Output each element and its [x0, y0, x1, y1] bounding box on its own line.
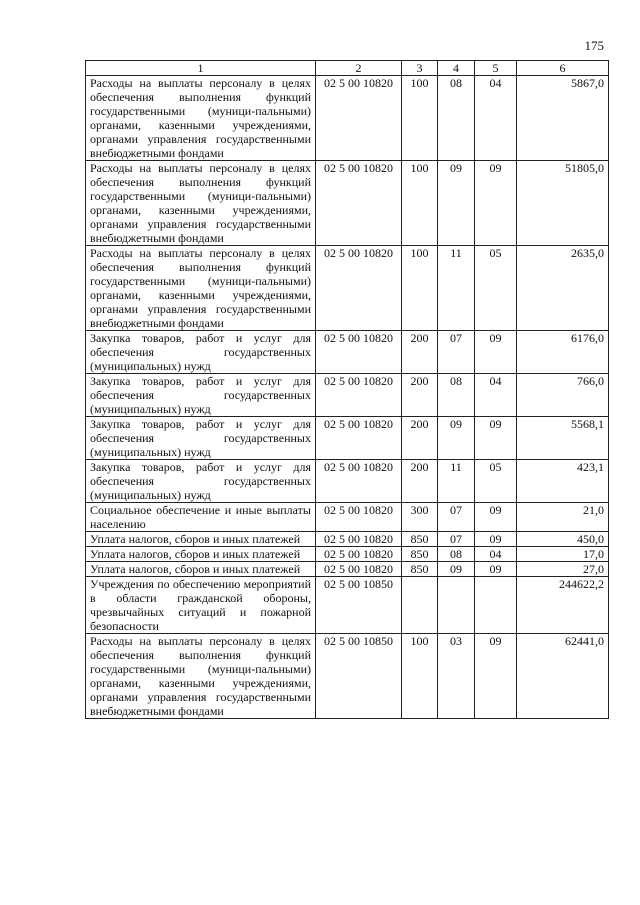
subsection-cell: 09 [475, 331, 517, 374]
amount-cell: 17,0 [517, 547, 609, 562]
section-cell: 07 [438, 532, 475, 547]
header-cell-3: 3 [402, 61, 438, 76]
section-cell: 08 [438, 374, 475, 417]
expense-name-cell: Расходы на выплаты персоналу в целях обеспечения выполнения функций государственными (муници-пальными) органами, казенными учреждениями, органами управления государственными внебюджетными фондами [86, 161, 316, 246]
expense-type-cell: 100 [402, 246, 438, 331]
section-cell: 08 [438, 547, 475, 562]
header-row [86, 61, 609, 76]
amount-cell: 62441,0 [517, 634, 609, 719]
target-code-cell: 02 5 00 10820 [316, 503, 402, 532]
target-code-cell: 02 5 00 10820 [316, 374, 402, 417]
subsection-cell: 04 [475, 547, 517, 562]
header-cell-2: 2 [316, 61, 402, 76]
subsection-cell: 04 [475, 374, 517, 417]
expense-type-cell: 100 [402, 76, 438, 161]
expense-name-cell: Расходы на выплаты персоналу в целях обеспечения выполнения функций государственными (муници-пальными) органами, казенными учреждениями, органами управления государственными внебюджетными фондами [86, 76, 316, 161]
expense-type-cell: 200 [402, 460, 438, 503]
table-row [86, 577, 609, 634]
expense-name-cell: Расходы на выплаты персоналу в целях обеспечения выполнения функций государственными (муници-пальными) органами, казенными учреждениями, органами управления государственными внебюджетными фондами [86, 634, 316, 719]
expense-name-cell: Уплата налогов, сборов и иных платежей [86, 547, 316, 562]
section-cell: 07 [438, 503, 475, 532]
expense-type-cell [402, 577, 438, 634]
table-row [86, 634, 609, 719]
subsection-cell: 05 [475, 246, 517, 331]
target-code-cell: 02 5 00 10820 [316, 547, 402, 562]
amount-cell: 450,0 [517, 532, 609, 547]
header-cell-4: 4 [438, 61, 475, 76]
header-cell-1: 1 [86, 61, 316, 76]
target-code-cell: 02 5 00 10820 [316, 246, 402, 331]
table-row [86, 374, 609, 417]
expense-name-cell: Учреждения по обеспечению мероприятий в области гражданской обороны, чрезвычайных ситуаций и пожарной безопасности [86, 577, 316, 634]
subsection-cell: 09 [475, 417, 517, 460]
expense-type-cell: 850 [402, 547, 438, 562]
expense-type-cell: 200 [402, 417, 438, 460]
subsection-cell: 05 [475, 460, 517, 503]
table-row [86, 76, 609, 161]
amount-cell: 21,0 [517, 503, 609, 532]
expense-name-cell: Уплата налогов, сборов и иных платежей [86, 562, 316, 577]
section-cell: 03 [438, 634, 475, 719]
target-code-cell: 02 5 00 10820 [316, 417, 402, 460]
subsection-cell: 09 [475, 634, 517, 719]
section-cell: 07 [438, 331, 475, 374]
expense-name-cell: Расходы на выплаты персоналу в целях обеспечения выполнения функций государственными (муници-пальными) органами, казенными учреждениями, органами управления государственными внебюджетными фондами [86, 246, 316, 331]
table-row [86, 547, 609, 562]
table-row [86, 417, 609, 460]
amount-cell: 423,1 [517, 460, 609, 503]
section-cell [438, 577, 475, 634]
amount-cell: 5568,1 [517, 417, 609, 460]
table-row [86, 460, 609, 503]
section-cell: 11 [438, 246, 475, 331]
target-code-cell: 02 5 00 10850 [316, 634, 402, 719]
subsection-cell: 09 [475, 503, 517, 532]
expense-type-cell: 850 [402, 532, 438, 547]
table-row [86, 331, 609, 374]
subsection-cell: 04 [475, 76, 517, 161]
header-cell-5: 5 [475, 61, 517, 76]
table-row [86, 562, 609, 577]
target-code-cell: 02 5 00 10820 [316, 161, 402, 246]
table-row [86, 161, 609, 246]
amount-cell: 2635,0 [517, 246, 609, 331]
target-code-cell: 02 5 00 10820 [316, 562, 402, 577]
section-cell: 08 [438, 76, 475, 161]
expense-name-cell: Социальное обеспечение и иные выплаты населению [86, 503, 316, 532]
expense-type-cell: 200 [402, 331, 438, 374]
expense-type-cell: 850 [402, 562, 438, 577]
expense-name-cell: Закупка товаров, работ и услуг для обеспечения государственных (муниципальных) нужд [86, 374, 316, 417]
expense-name-cell: Закупка товаров, работ и услуг для обеспечения государственных (муниципальных) нужд [86, 460, 316, 503]
amount-cell: 51805,0 [517, 161, 609, 246]
budget-table [85, 60, 609, 719]
expense-name-cell: Закупка товаров, работ и услуг для обеспечения государственных (муниципальных) нужд [86, 417, 316, 460]
section-cell: 09 [438, 562, 475, 577]
target-code-cell: 02 5 00 10850 [316, 577, 402, 634]
target-code-cell: 02 5 00 10820 [316, 76, 402, 161]
amount-cell: 766,0 [517, 374, 609, 417]
table-row [86, 503, 609, 532]
subsection-cell: 09 [475, 562, 517, 577]
expense-name-cell: Закупка товаров, работ и услуг для обеспечения государственных (муниципальных) нужд [86, 331, 316, 374]
target-code-cell: 02 5 00 10820 [316, 460, 402, 503]
subsection-cell: 09 [475, 532, 517, 547]
table-row [86, 246, 609, 331]
page-number: 175 [584, 38, 604, 53]
target-code-cell: 02 5 00 10820 [316, 331, 402, 374]
amount-cell: 244622,2 [517, 577, 609, 634]
expense-name-cell: Уплата налогов, сборов и иных платежей [86, 532, 316, 547]
section-cell: 11 [438, 460, 475, 503]
amount-cell: 6176,0 [517, 331, 609, 374]
expense-type-cell: 300 [402, 503, 438, 532]
header-cell-6: 6 [517, 61, 609, 76]
expense-type-cell: 200 [402, 374, 438, 417]
expense-type-cell: 100 [402, 634, 438, 719]
expense-type-cell: 100 [402, 161, 438, 246]
target-code-cell: 02 5 00 10820 [316, 532, 402, 547]
amount-cell: 27,0 [517, 562, 609, 577]
amount-cell: 5867,0 [517, 76, 609, 161]
subsection-cell [475, 577, 517, 634]
table-row [86, 532, 609, 547]
section-cell: 09 [438, 161, 475, 246]
subsection-cell: 09 [475, 161, 517, 246]
section-cell: 09 [438, 417, 475, 460]
